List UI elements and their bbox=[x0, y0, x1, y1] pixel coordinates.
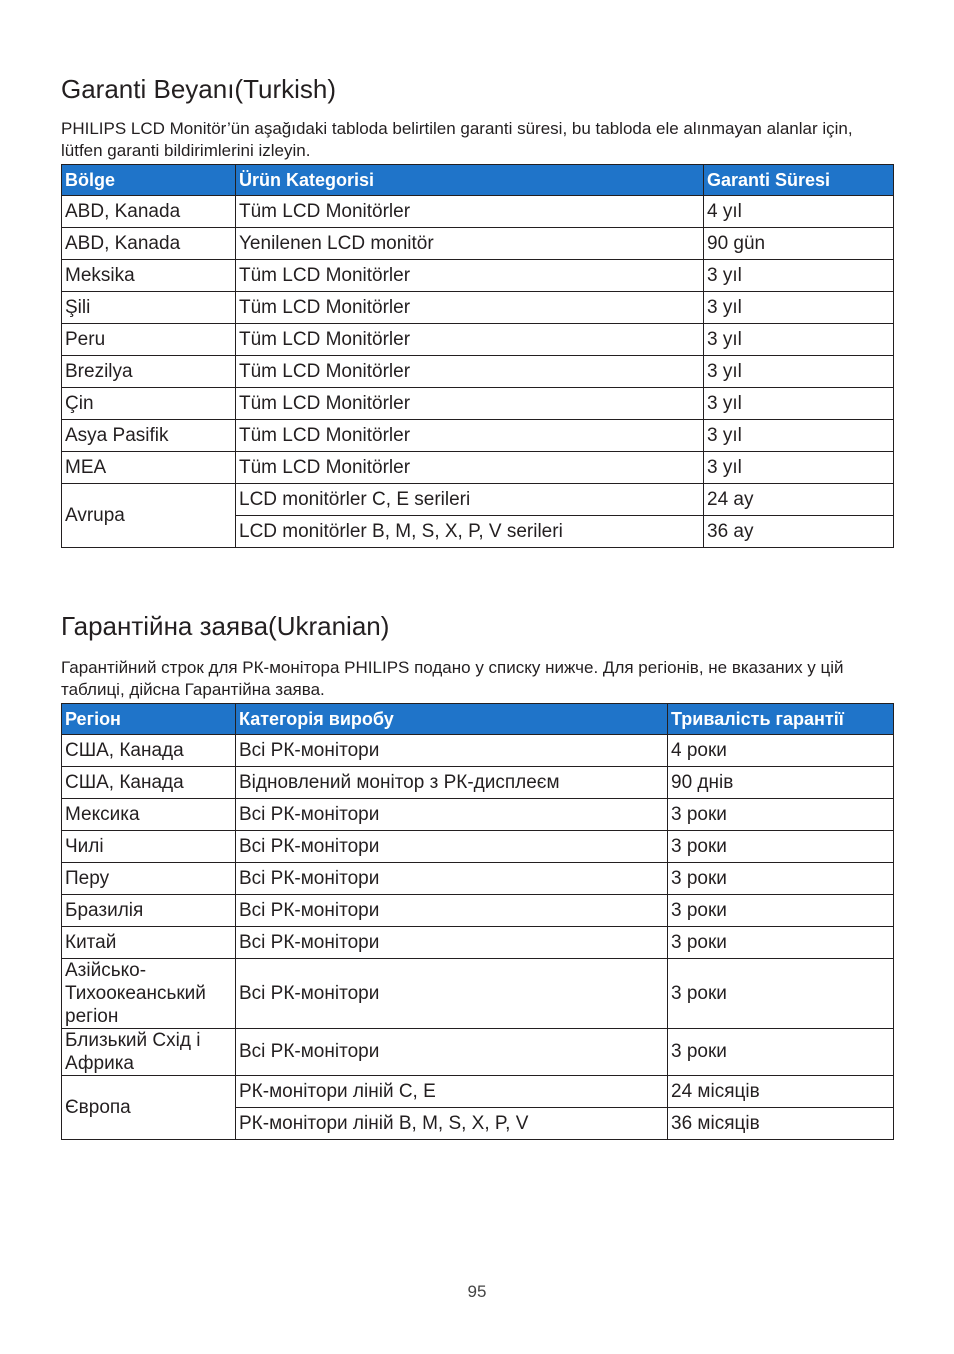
ukrainian-intro: Гарантійний строк для РК-монітора PHILIPS подано у списку нижче. Для регіонів, не вказаних у цій таблиці, дійсна Гарантійна заява. bbox=[61, 658, 844, 699]
cell-period: 36 ay bbox=[704, 516, 894, 548]
table-row bbox=[62, 324, 894, 356]
cell-region: Meksika bbox=[62, 260, 236, 292]
header-period: Garanti Süresi bbox=[704, 165, 894, 196]
header-region: Регіон bbox=[62, 704, 236, 735]
cell-region: ABD, Kanada bbox=[62, 228, 236, 260]
cell-category: Всі РК-монітори bbox=[236, 735, 668, 767]
table-row bbox=[62, 420, 894, 452]
cell-period: 3 роки bbox=[668, 799, 894, 831]
table-row bbox=[62, 1076, 894, 1108]
cell-region: Brezilya bbox=[62, 356, 236, 388]
cell-region: США, Канада bbox=[62, 767, 236, 799]
cell-region: Бразилія bbox=[62, 895, 236, 927]
table-row bbox=[62, 767, 894, 799]
table-row bbox=[62, 863, 894, 895]
turkish-warranty-section bbox=[61, 72, 893, 548]
cell-period: 3 роки bbox=[668, 1029, 894, 1076]
header-period: Тривалість гарантії bbox=[668, 704, 894, 735]
cell-period: 3 роки bbox=[668, 831, 894, 863]
cell-period: 4 yıl bbox=[704, 196, 894, 228]
cell-period: 3 yıl bbox=[704, 420, 894, 452]
cell-category: Всі РК-монітори bbox=[236, 1029, 668, 1076]
turkish-intro: PHILIPS LCD Monitör’ün aşağıdaki tabloda belirtilen garanti süresi, bu tabloda ele alınmayan alanlar için, lütfen garanti bildirimlerini izleyin. bbox=[61, 119, 853, 160]
cell-period: 36 місяців bbox=[668, 1108, 894, 1140]
cell-region: Şili bbox=[62, 292, 236, 324]
cell-category: РК-монітори ліній B, M, S, X, P, V bbox=[236, 1108, 668, 1140]
cell-category: Всі РК-монітори bbox=[236, 831, 668, 863]
cell-period: 3 yıl bbox=[704, 292, 894, 324]
table-header-row bbox=[62, 704, 894, 735]
cell-category: Tüm LCD Monitörler bbox=[236, 324, 704, 356]
table-row bbox=[62, 959, 894, 1029]
cell-region: Чилі bbox=[62, 831, 236, 863]
cell-region: Asya Pasifik bbox=[62, 420, 236, 452]
ukrainian-warranty-table bbox=[61, 703, 894, 1140]
table-row bbox=[62, 799, 894, 831]
cell-category: Tüm LCD Monitörler bbox=[236, 292, 704, 324]
cell-category: Tüm LCD Monitörler bbox=[236, 420, 704, 452]
cell-period: 3 yıl bbox=[704, 388, 894, 420]
cell-category: Всі РК-монітори bbox=[236, 799, 668, 831]
table-row bbox=[62, 228, 894, 260]
cell-period: 90 gün bbox=[704, 228, 894, 260]
table-row bbox=[62, 260, 894, 292]
cell-region: Peru bbox=[62, 324, 236, 356]
table-row bbox=[62, 735, 894, 767]
cell-period: 3 роки bbox=[668, 863, 894, 895]
cell-category: Всі РК-монітори bbox=[236, 959, 668, 1029]
ukrainian-warranty-section bbox=[61, 609, 893, 1140]
cell-region: Перу bbox=[62, 863, 236, 895]
cell-category: Tüm LCD Monitörler bbox=[236, 356, 704, 388]
header-category: Ürün Kategorisi bbox=[236, 165, 704, 196]
cell-region: Близький Схід і Африка bbox=[62, 1029, 236, 1076]
table-row bbox=[62, 292, 894, 324]
table-row bbox=[62, 831, 894, 863]
cell-category: РК-монітори ліній C, E bbox=[236, 1076, 668, 1108]
table-row bbox=[62, 927, 894, 959]
cell-region-europe: Avrupa bbox=[62, 484, 236, 548]
cell-region: ABD, Kanada bbox=[62, 196, 236, 228]
cell-category: LCD monitörler C, E serileri bbox=[236, 484, 704, 516]
cell-category: Всі РК-монітори bbox=[236, 927, 668, 959]
table-row bbox=[62, 388, 894, 420]
cell-region: Китай bbox=[62, 927, 236, 959]
cell-category: Відновлений монітор з РК-дисплеєм bbox=[236, 767, 668, 799]
ukrainian-heading: Гарантійна заява(Ukranian) bbox=[61, 611, 390, 641]
cell-period: 3 роки bbox=[668, 959, 894, 1029]
cell-category: Yenilenen LCD monitör bbox=[236, 228, 704, 260]
cell-period: 3 yıl bbox=[704, 356, 894, 388]
table-row bbox=[62, 452, 894, 484]
page-number: 95 bbox=[467, 1282, 487, 1301]
cell-category: Всі РК-монітори bbox=[236, 863, 668, 895]
cell-period: 90 днів bbox=[668, 767, 894, 799]
table-row bbox=[62, 1029, 894, 1076]
cell-region: Азійсько-Тихоокеанський регіон bbox=[62, 959, 236, 1029]
cell-region: Çin bbox=[62, 388, 236, 420]
cell-period: 3 yıl bbox=[704, 452, 894, 484]
cell-period: 3 роки bbox=[668, 895, 894, 927]
header-category: Категорія виробу bbox=[236, 704, 668, 735]
cell-period: 3 yıl bbox=[704, 260, 894, 292]
cell-category: Tüm LCD Monitörler bbox=[236, 260, 704, 292]
cell-category: Tüm LCD Monitörler bbox=[236, 452, 704, 484]
cell-category: Tüm LCD Monitörler bbox=[236, 388, 704, 420]
cell-period: 24 ay bbox=[704, 484, 894, 516]
cell-region-europe: Європа bbox=[62, 1076, 236, 1140]
table-row bbox=[62, 895, 894, 927]
cell-category: Всі РК-монітори bbox=[236, 895, 668, 927]
cell-region: Мексика bbox=[62, 799, 236, 831]
turkish-heading: Garanti Beyanı(Turkish) bbox=[61, 74, 337, 104]
turkish-warranty-table bbox=[61, 164, 894, 548]
cell-period: 3 роки bbox=[668, 927, 894, 959]
cell-period: 3 yıl bbox=[704, 324, 894, 356]
cell-period: 4 роки bbox=[668, 735, 894, 767]
table-row bbox=[62, 196, 894, 228]
cell-category: Tüm LCD Monitörler bbox=[236, 196, 704, 228]
header-region: Bölge bbox=[62, 165, 236, 196]
cell-period: 24 місяців bbox=[668, 1076, 894, 1108]
cell-region: США, Канада bbox=[62, 735, 236, 767]
cell-region: MEA bbox=[62, 452, 236, 484]
cell-category: LCD monitörler B, M, S, X, P, V serileri bbox=[236, 516, 704, 548]
table-row bbox=[62, 356, 894, 388]
table-row bbox=[62, 484, 894, 516]
table-header-row bbox=[62, 165, 894, 196]
